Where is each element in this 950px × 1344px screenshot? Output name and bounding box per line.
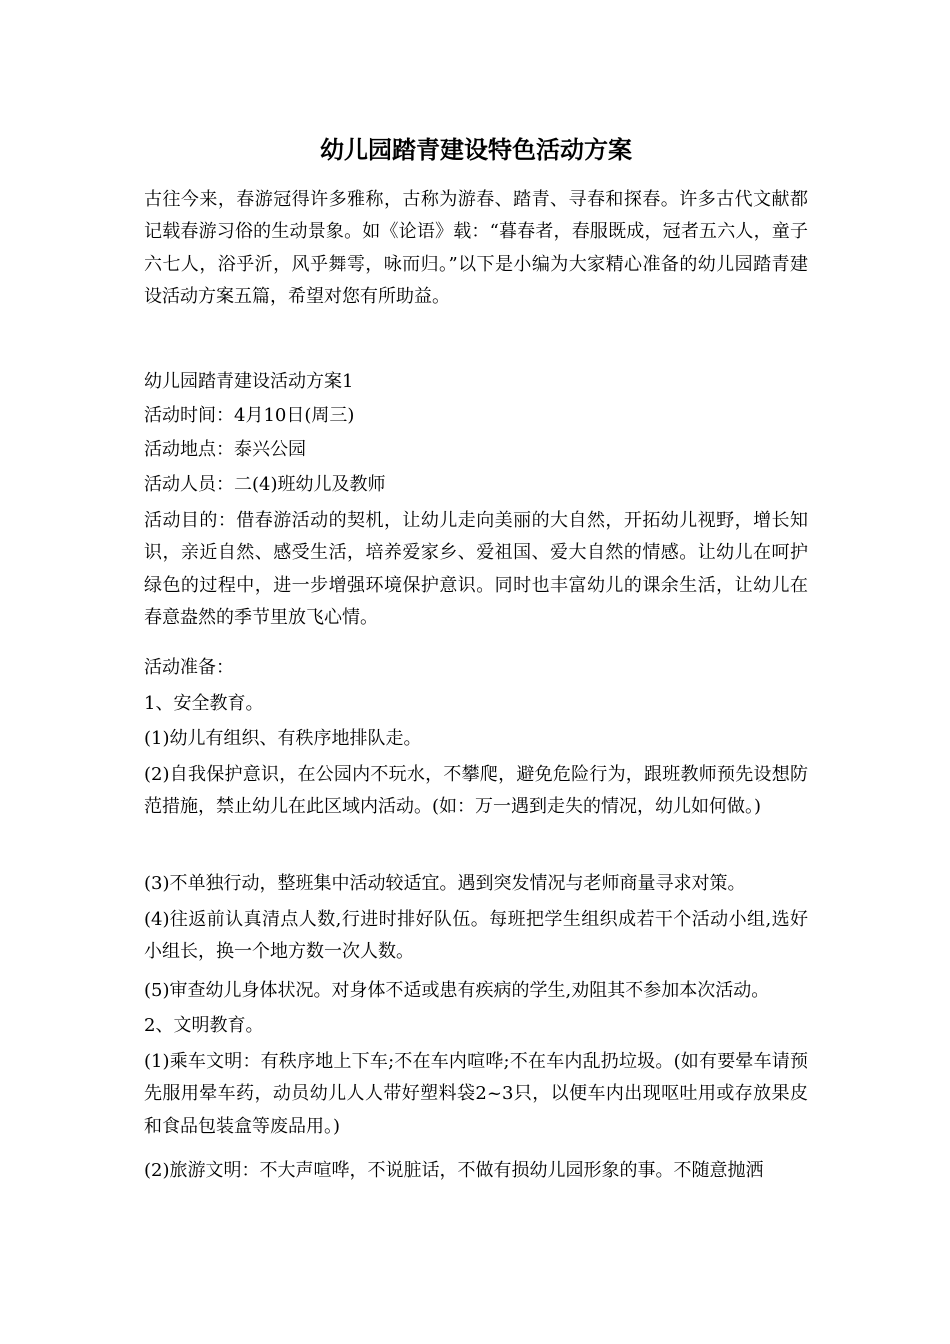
activity-place: 活动地点：泰兴公园 (144, 439, 306, 460)
safety-item-5: (5)审查幼儿身体状况。对身体不适或患有疾病的学生,劝阻其不参加本次活动。 (144, 980, 770, 1001)
safety-item-3: (3)不单独行动，整班集中活动较适宜。遇到突发情况与老师商量寻求对策。 (144, 873, 746, 894)
activity-people: 活动人员：二(4)班幼儿及教师 (144, 474, 386, 495)
civil-heading: 2、文明教育。 (144, 1015, 264, 1036)
civil-item-2: (2)旅游文明：不大声喧哗，不说脏话，不做有损幼儿园形象的事。不随意抛洒 (144, 1160, 764, 1181)
safety-heading: 1、安全教育。 (144, 693, 264, 714)
activity-time: 活动时间：4月10日(周三) (144, 405, 355, 426)
safety-item-1: (1)幼儿有组织、有秩序地排队走。 (144, 728, 422, 749)
safety-item-4: (4)往返前认真清点人数,行进时排好队伍。每班把学生组织成若干个活动小组,选好小组长，换一个地方数一次人数。 (144, 909, 808, 963)
safety-item-2: (2)自我保护意识，在公园内不玩水，不攀爬，避免危险行为，跟班教师预先设想防范措施，禁止幼儿在此区域内活动。(如：万一遇到走失的情况，幼儿如何做。) (144, 764, 808, 818)
civil-item-1: (1)乘车文明：有秩序地上下车;不在车内喧哗;不在车内乱扔垃圾。(如有要晕车请预先服用晕车药，动员幼儿人人带好塑料袋2~3只，以便车内出现呕吐用或存放果皮和食品包装盒等废品用。) (144, 1051, 808, 1137)
document-title: 幼儿园踏青建设特色活动方案 (320, 135, 632, 164)
section-heading: 幼儿园踏青建设活动方案1 (144, 371, 354, 392)
intro-paragraph: 古往今来，春游冠得许多雅称，古称为游春、踏青、寻春和探春。许多古代文献都记载春游习俗的生动景象。如《论语》载：“暮春者，春服既成，冠者五六人，童子六七人，浴乎沂，风乎舞雩，咏而归。”以下是小编为大家精心准备的幼儿园踏青建设活动方案五篇，希望对您有所助益。 (144, 189, 808, 308)
activity-goal-paragraph: 活动目的：借春游活动的契机，让幼儿走向美丽的大自然，开拓幼儿视野，增长知识，亲近自然、感受生活，培养爱家乡、爱祖国、爱大自然的情感。让幼儿在呵护绿色的过程中，进一步增强环境保护意识。同时也丰富幼儿的课余生活，让幼儿在春意盎然的季节里放飞心情。 (144, 510, 808, 629)
activity-prep: 活动准备： (144, 657, 234, 678)
